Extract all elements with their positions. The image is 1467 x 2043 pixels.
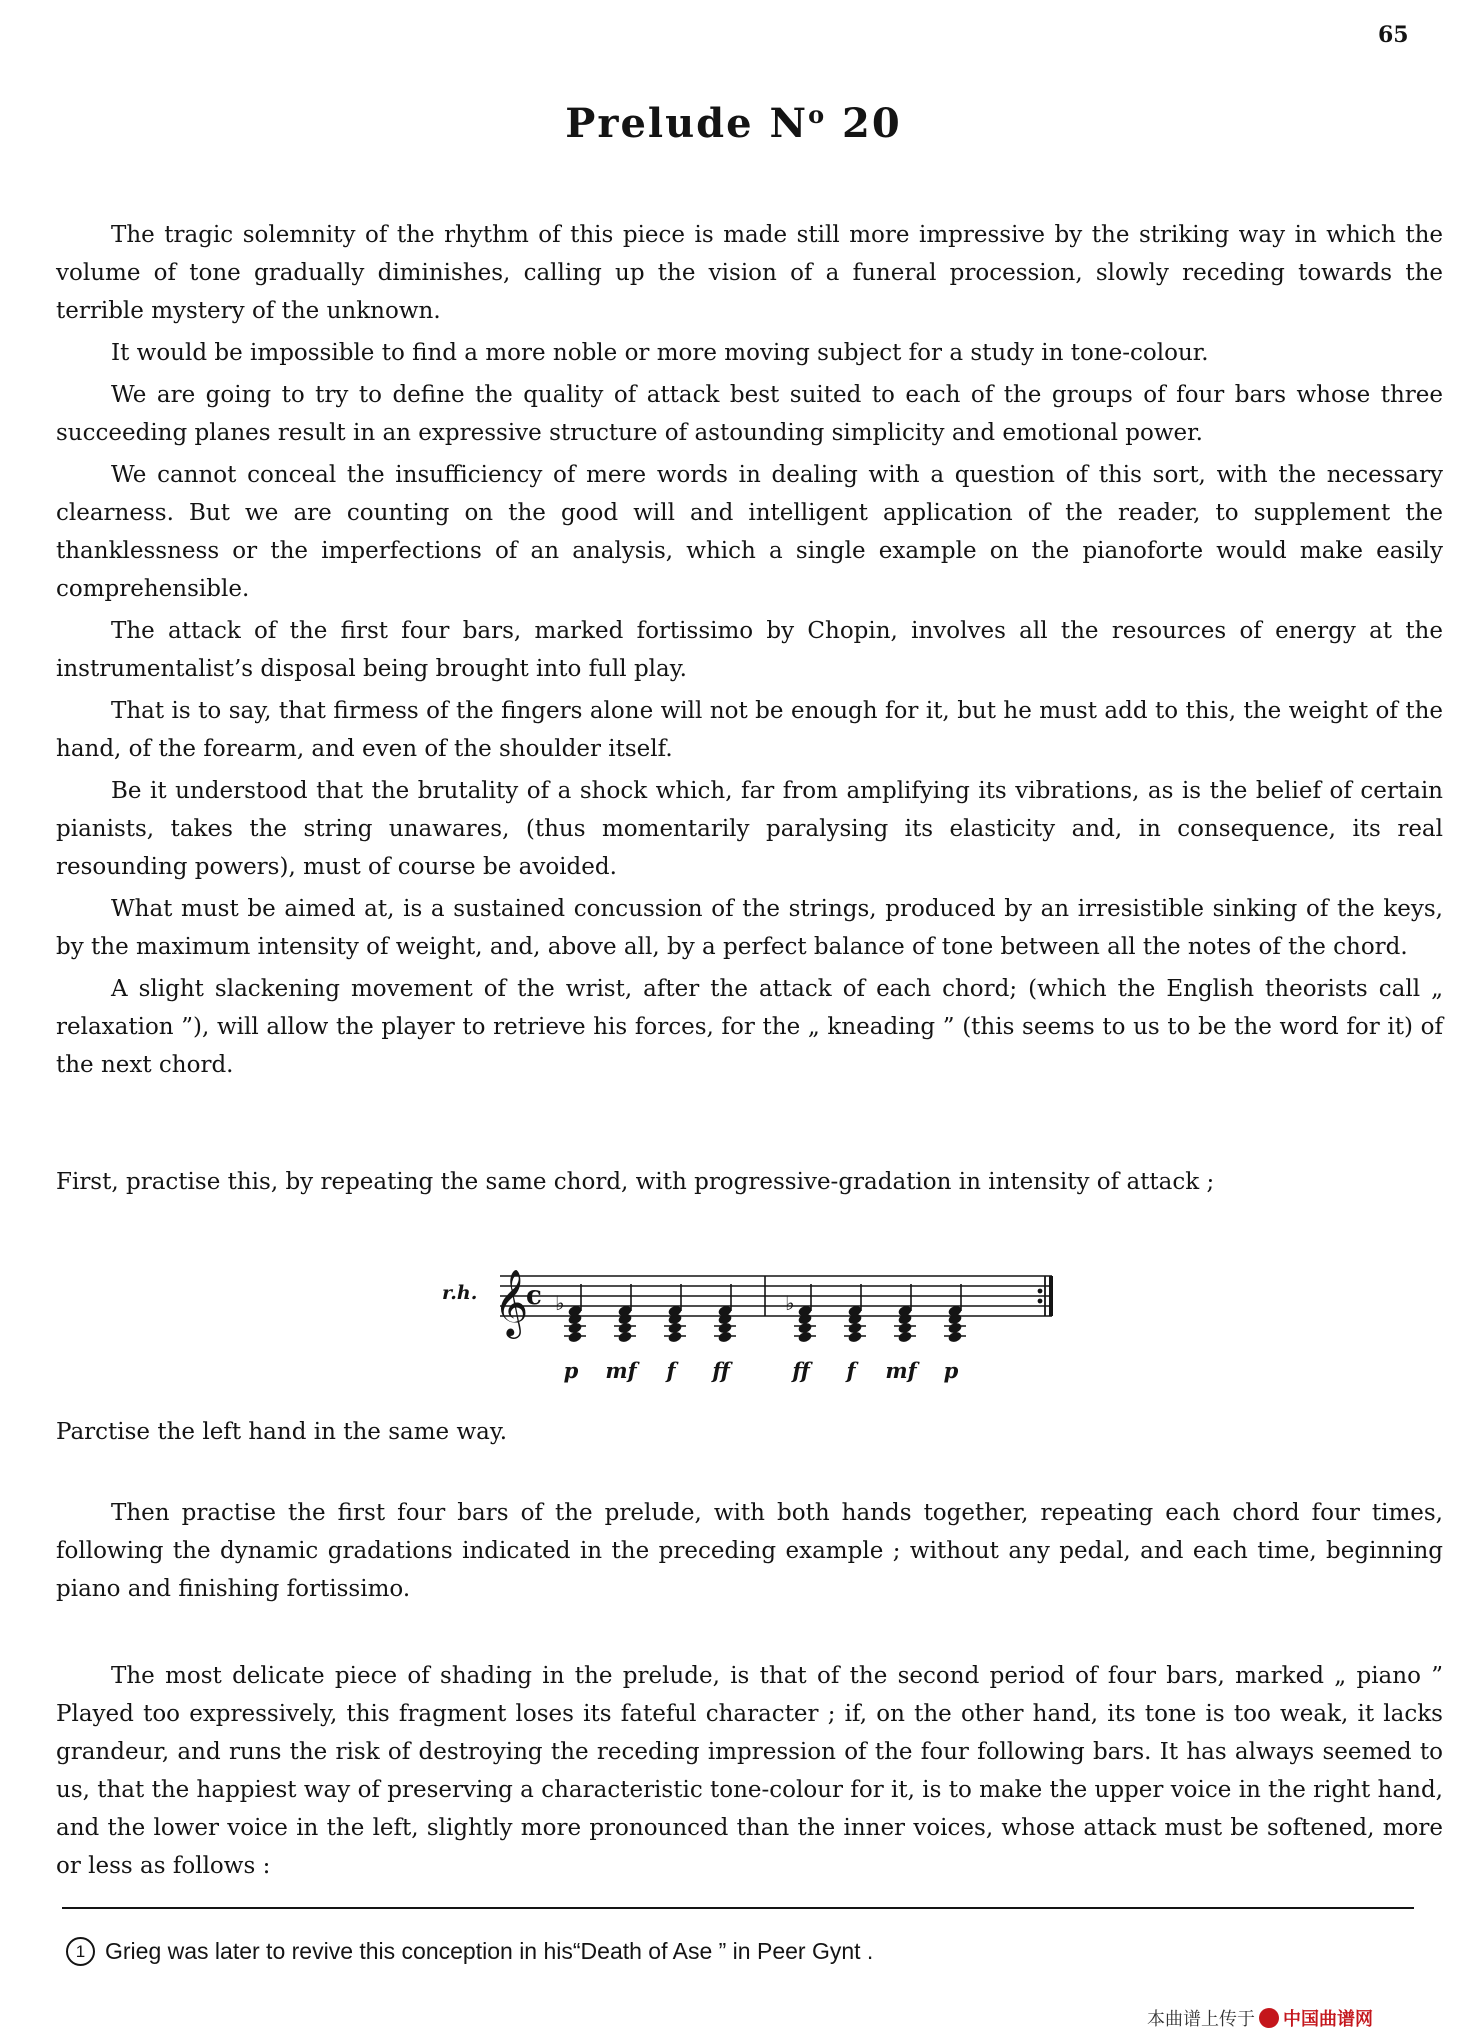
chord <box>944 1284 966 1344</box>
dynamic-mark: p <box>563 1358 579 1383</box>
chord <box>894 1284 916 1344</box>
chord <box>785 1284 816 1344</box>
paragraph: Then practise the first four bars of the prelude, with both hands together, repeating each chord four times, following the dynamic gradations indicated in the preceding example ; without any pedal, and each time, beginning piano and finishing fortissimo. <box>56 1500 1443 1602</box>
watermark-brand: 中国曲谱网 <box>1283 2009 1373 2030</box>
footnote-rule <box>62 1907 1414 1909</box>
body-text-intro <box>56 216 1443 1088</box>
paragraph: What must be aimed at, is a sustained concussion of the strings, produced by an irresistible sinking of the keys, by the maximum intensity of weight, and, above all, by a perfect balance of tone between all the notes of the chord. <box>56 896 1443 960</box>
chord <box>614 1284 636 1344</box>
right-hand-label: r.h. <box>442 1282 478 1304</box>
practise-instruction: First, practise this, by repeating the same chord, with progressive-gradation in intensity of attack ; <box>56 1169 1215 1195</box>
chord <box>664 1284 686 1344</box>
paragraph: We cannot conceal the insufficiency of mere words in dealing with a question of this sort, with the necessary clearness. But we are counting on the good will and intelligent application of the reader, to supplement the thanklessness or the imperfections of an analysis, which a single example on the pianoforte would make easily comprehensible. <box>56 462 1443 602</box>
paragraph: That is to say, that firmess of the fingers alone will not be enough for it, but he must add to this, the weight of the hand, of the forearm, and even of the shoulder itself. <box>56 698 1443 762</box>
watermark-prefix: 本曲谱上传于 <box>1147 2009 1255 2030</box>
body-text-shading <box>56 1657 1443 1885</box>
dynamic-mark: ff <box>712 1358 730 1383</box>
chord <box>844 1284 866 1344</box>
title-main: Prelude N <box>565 100 809 147</box>
music-example <box>432 1262 1072 1392</box>
left-hand-instruction: Parctise the left hand in the same way. <box>56 1419 508 1445</box>
footnote-marker: 1 <box>66 1937 95 1966</box>
dynamic-mark: p <box>943 1358 959 1383</box>
notehead <box>947 1330 962 1343</box>
staff-lines <box>500 1276 1052 1316</box>
notehead <box>717 1330 732 1343</box>
flat-icon: ♭ <box>555 1291 565 1315</box>
notehead <box>897 1330 912 1343</box>
watermark <box>1147 2005 1373 2031</box>
notehead <box>797 1330 812 1343</box>
flat-icon: ♭ <box>785 1291 795 1315</box>
paragraph: A slight slackening movement of the wrist, after the attack of each chord; (which the English theorists call „ relaxation ”), will allow the player to retrieve his forces, for the „ kneading ” (this seems to us to be the word for it) of the next chord. <box>56 976 1443 1078</box>
watermark-logo-icon <box>1259 2008 1279 2028</box>
notehead <box>567 1330 582 1343</box>
paragraph: Be it understood that the brutality of a shock which, far from amplifying its vibrations, as is the belief of certain pianists, takes the string unawares, (thus momentarily paralysing its elasticity and, in consequence, its real resounding powers), must of course be avoided. <box>56 778 1443 880</box>
dynamic-mark: mf <box>605 1358 637 1383</box>
chord <box>555 1284 586 1344</box>
page-number: 65 <box>1378 22 1409 48</box>
body-text-practise <box>56 1494 1443 1608</box>
chord <box>714 1284 736 1344</box>
notehead <box>617 1330 632 1343</box>
notehead <box>847 1330 862 1343</box>
title-number: 20 <box>826 100 902 147</box>
dynamic-marks <box>564 1358 959 1383</box>
paragraph: The attack of the first four bars, marked fortissimo by Chopin, involves all the resources of energy at the instrumentalist’s disposal being brought into full play. <box>56 618 1443 682</box>
paragraph: The most delicate piece of shading in the prelude, is that of the second period of four bars, marked „ piano ” Played too expressively, this fragment loses its fateful character ; if, on the other hand, its tone is too weak, it lacks grandeur, and runs the risk of destroying the receding impression of the four following bars. It has always seemed to us, that the happiest way of preserving a characteristic tone-colour for it, is to make the upper voice in the right hand, and the lower voice in the left, slightly more pronounced than the inner voices, whose attack must be softened, more or less as follows : <box>56 1663 1443 1879</box>
treble-clef-icon: 𝄞 <box>494 1268 529 1336</box>
dynamic-mark: f <box>666 1358 676 1383</box>
page-title <box>0 100 1467 147</box>
dynamic-mark: f <box>846 1358 856 1383</box>
paragraph: It would be impossible to find a more noble or more moving subject for a study in tone-colour. <box>111 340 1209 366</box>
footnote-text: Grieg was later to revive this conception in his“Death of Ase ” in Peer Gynt . <box>105 1938 874 1964</box>
dynamic-mark: ff <box>792 1358 810 1383</box>
title-superscript: o <box>808 100 827 129</box>
notehead <box>667 1330 682 1343</box>
common-time-icon: c <box>526 1281 542 1311</box>
paragraph: The tragic solemnity of the rhythm of this piece is made still more impressive by the striking way in which the volume of tone gradually diminishes, calling up the vision of a funeral procession, slowly receding towards the terrible mystery of the unknown. <box>56 222 1443 324</box>
paragraph: We are going to try to define the quality of attack best suited to each of the groups of four bars whose three succeeding planes result in an expressive structure of astounding simplicity and emotional power. <box>56 382 1443 446</box>
footnote <box>66 1937 873 1966</box>
dynamic-mark: mf <box>885 1358 917 1383</box>
